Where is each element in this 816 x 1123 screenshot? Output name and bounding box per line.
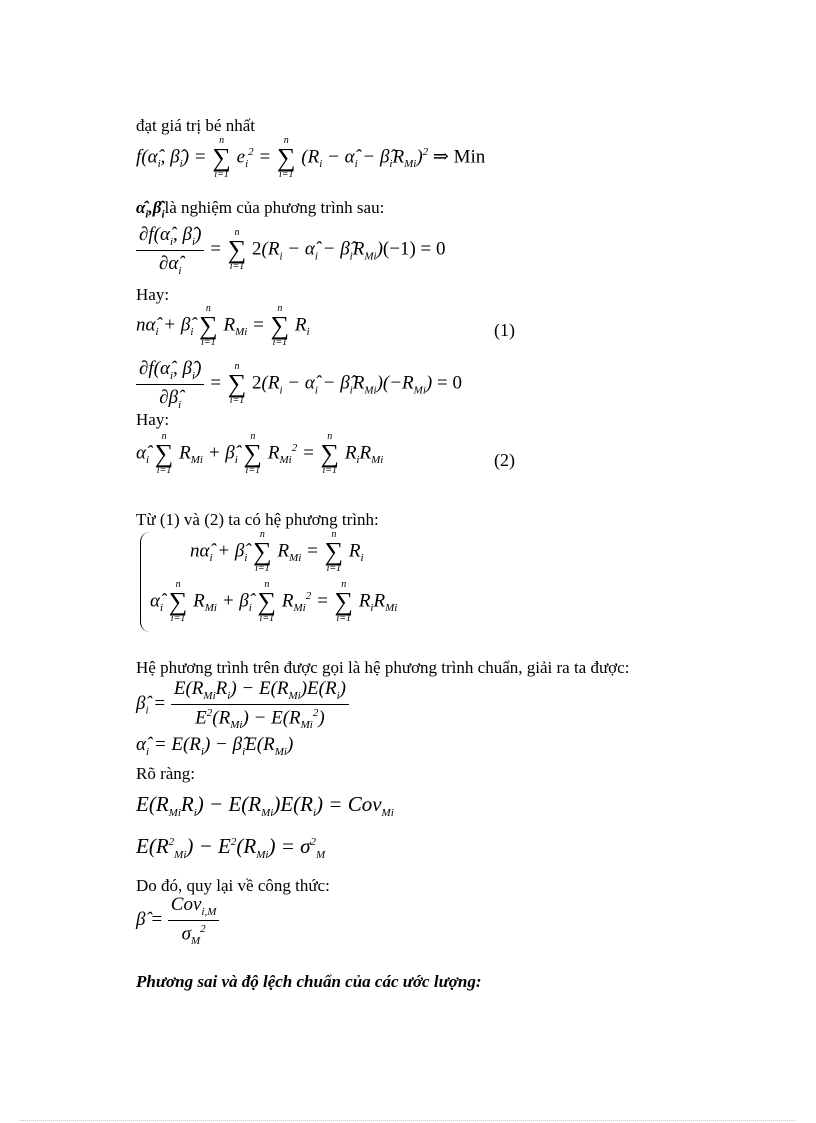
system-equation-2: $\alphâ_i$ n ∑ i=1 $R_{Mi}$ + $\betâ_i$ n ∑ i=1 $R_{Mi}^2$ = n ∑ i=1 $R_iR_{Mi}$ — [150, 579, 398, 624]
equation-2: $\alphâ_i$ n ∑ i=1 $R_{Mi}$ + $\betâ_i$ n ∑ i=1 $R_{Mi}^2$ = n ∑ i=1 $R_iR_{Mi}$ — [136, 431, 384, 476]
equation-1: $n\alphâ_i$ + $\betâ_i$ n ∑ i=1 $R_{Mi}$ = n ∑ i=1 $R_i$ — [136, 303, 310, 348]
covariance-identity: $E(R_{Mi}R_i) - E(R_{Mi})E(R_i) = Cov_{Mi}$ — [136, 792, 394, 820]
variance-identity: $E(R^2_{Mi}) - E^2(R_{Mi}) = \sigma^2_M$ — [136, 834, 326, 862]
solution-line: $\alphâ_i,\betâ_ilà$ nghiệm của phương trình sau: — [136, 198, 385, 221]
solution-text: là nghiệm của phương trình sau: — [164, 198, 385, 217]
alpha-hat-formula: $\alphâ_i = E(R_i)$ − $\betâ_iE(R_{Mi})$ — [136, 734, 294, 758]
equation-2-label: (2) — [494, 450, 515, 470]
partial-alpha-equation: $\frac{\partial f(\alphâ_i, \betâ_i)}{\partial\alphâ_i}$ = n ∑ i=1 $2(R_i$ − $\alphâ_i$ − $\betâ_iR_{Mi})(-1) = 0$ — [136, 224, 446, 277]
intro-text: đạt giá trị bé nhất — [136, 116, 255, 135]
section-heading: Phương sai và độ lệch chuẩn của các ước lượng: — [136, 972, 482, 991]
beta-formula: β̂ = $\frac{Cov_{i,M}}{\sigma_M^2}$ — [136, 894, 219, 947]
objective-equation: $f(\alphâ_i$, $\betâ_i$) = n ∑ i=1 $e_i^2$ = n ∑ i=1 ($R_i$ − $\alphâ_i$ − $\betâ_iR_{Mi})^2$ ⇒ Min — [136, 135, 486, 180]
system-equation-1: $n\alphâ_i$ + $\betâ_i$ n ∑ i=1 $R_{Mi}$ = n ∑ i=1 $R_i$ — [190, 529, 364, 574]
equation-1-label: (1) — [494, 320, 515, 340]
page-bottom-rule — [20, 1120, 796, 1121]
hay-label-1: Hay: — [136, 285, 170, 304]
partial-beta-equation: $\frac{\partial f(\alphâ_i, \betâ_i)}{\partial\betâ_i}$ = n ∑ i=1 $2(R_i$ − $\alphâ_i$ − $\betâ_iR_{Mi})(-R_{Mi}) = 0$ — [136, 358, 462, 411]
hay-label-2: Hay: — [136, 410, 170, 429]
beta-hat-formula: $\betâ_i$ = $\frac{E(R_{Mi}R_i) - E(R_{Mi})E(R_i)}{E^2(R_{Mi}) - E(R_{Mi}^2)}$ — [136, 678, 349, 731]
min-label: Min — [453, 146, 486, 168]
system-intro-text: Từ (1) và (2) ta có hệ phương trình: — [136, 510, 379, 529]
therefore-label: Do đó, quy lại về công thức: — [136, 876, 330, 895]
clearly-label: Rõ ràng: — [136, 764, 196, 783]
normal-equations-text: Hệ phương trình trên được gọi là hệ phương trình chuẩn, giải ra ta được: — [136, 658, 630, 677]
